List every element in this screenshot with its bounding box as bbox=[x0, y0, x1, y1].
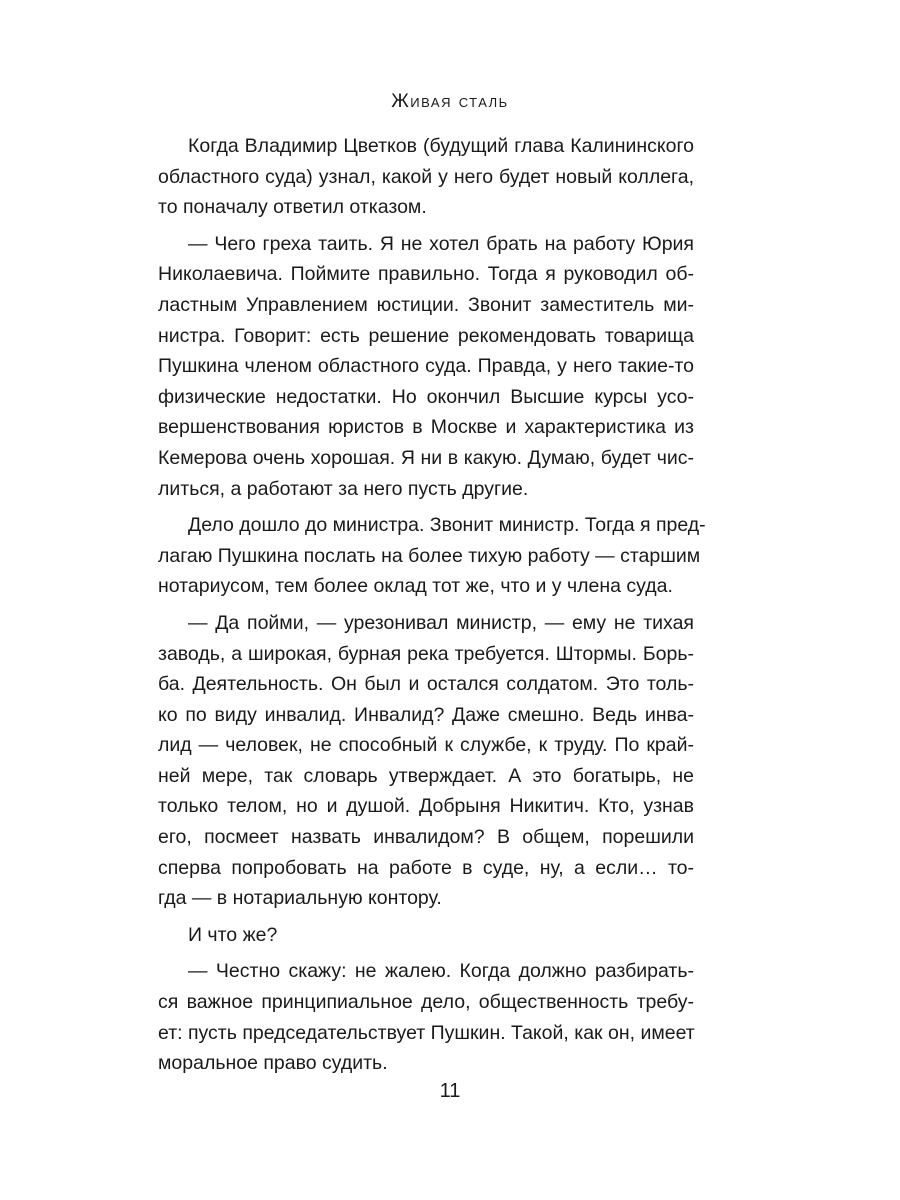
text-line: Кемерова очень хорошая. Я ни в какую. Думаю, будет чис- bbox=[158, 446, 694, 469]
text-line: заводь, а широкая, бурная река требуется. Штормы. Борь- bbox=[158, 642, 694, 665]
text-line: областного суда) узнал, какой у него будет новый коллега, bbox=[158, 165, 694, 188]
paragraph bbox=[158, 510, 706, 602]
paragraph bbox=[158, 229, 694, 504]
text-line: ней мере, так словарь утверждает. А это богатырь, не bbox=[158, 764, 694, 787]
paragraph bbox=[158, 131, 694, 223]
paragraph bbox=[158, 920, 694, 951]
text-line: ко по виду инвалид. Инвалид? Даже смешно. Ведь инва- bbox=[158, 703, 694, 726]
text-line: ба. Деятельность. Он был и остался солдатом. Это толь- bbox=[158, 673, 694, 696]
text-line: моральное право судить. bbox=[158, 1052, 388, 1075]
text-line: Когда Владимир Цветков (будущий глава Калининского bbox=[188, 135, 694, 157]
text-line: нотариусом, тем более оклад тот же, что и у члена суда. bbox=[158, 575, 673, 598]
text-line: только телом, но и душой. Добрыня Никитич. Кто, узнав bbox=[158, 795, 694, 818]
text-line: нистра. Говорит: есть решение рекомендовать товарища bbox=[158, 324, 694, 347]
text-line: то поначалу ответил отказом. bbox=[158, 196, 427, 219]
text-line: ет: пусть председательствует Пушкин. Такой, как он, имеет bbox=[158, 1021, 695, 1044]
paragraph bbox=[158, 608, 694, 914]
text-line: литься, а работают за него пусть другие. bbox=[158, 477, 529, 500]
text-line: лагаю Пушкина послать на более тихую работу — старшим bbox=[158, 544, 701, 567]
text-line: ластным Управлением юстиции. Звонит заместитель ми- bbox=[158, 293, 694, 316]
text-line: лид — человек, не способный к службе, к труду. По край- bbox=[158, 734, 694, 757]
text-line: его, посмеет назвать инвалидом? В общем, порешили bbox=[158, 826, 694, 849]
text-line: Дело дошло до министра. Звонит министр. Тогда я пред- bbox=[188, 514, 706, 537]
page-number: 11 bbox=[439, 1080, 461, 1102]
paragraph bbox=[158, 956, 694, 1078]
text-line: Николаевича. Поймите правильно. Тогда я руководил об- bbox=[158, 263, 694, 286]
running-head: Живая сталь bbox=[391, 91, 509, 112]
text-line: сперва попробовать на работе в суде, ну, а если… то- bbox=[158, 856, 694, 879]
text-line: физические недостатки. Но окончил Высшие курсы усо- bbox=[158, 385, 694, 408]
text-line: вершенствования юристов в Москве и характеристика из bbox=[158, 416, 694, 439]
text-line: гда — в нотариальную контору. bbox=[158, 887, 442, 910]
text-line: — Честно скажу: не жалею. Когда должно разбирать- bbox=[188, 960, 694, 983]
text-line: Пушкина членом областного суда. Правда, у него такие-то bbox=[158, 355, 694, 378]
page-body bbox=[158, 131, 706, 1085]
text-line: ся важное принципиальное дело, общественность требу- bbox=[158, 991, 694, 1014]
text-line: — Да пойми, — урезонивал министр, — ему не тихая bbox=[188, 611, 694, 634]
text-line: И что же? bbox=[188, 923, 278, 946]
text-line: — Чего греха таить. Я не хотел брать на работу Юрия bbox=[188, 232, 694, 255]
